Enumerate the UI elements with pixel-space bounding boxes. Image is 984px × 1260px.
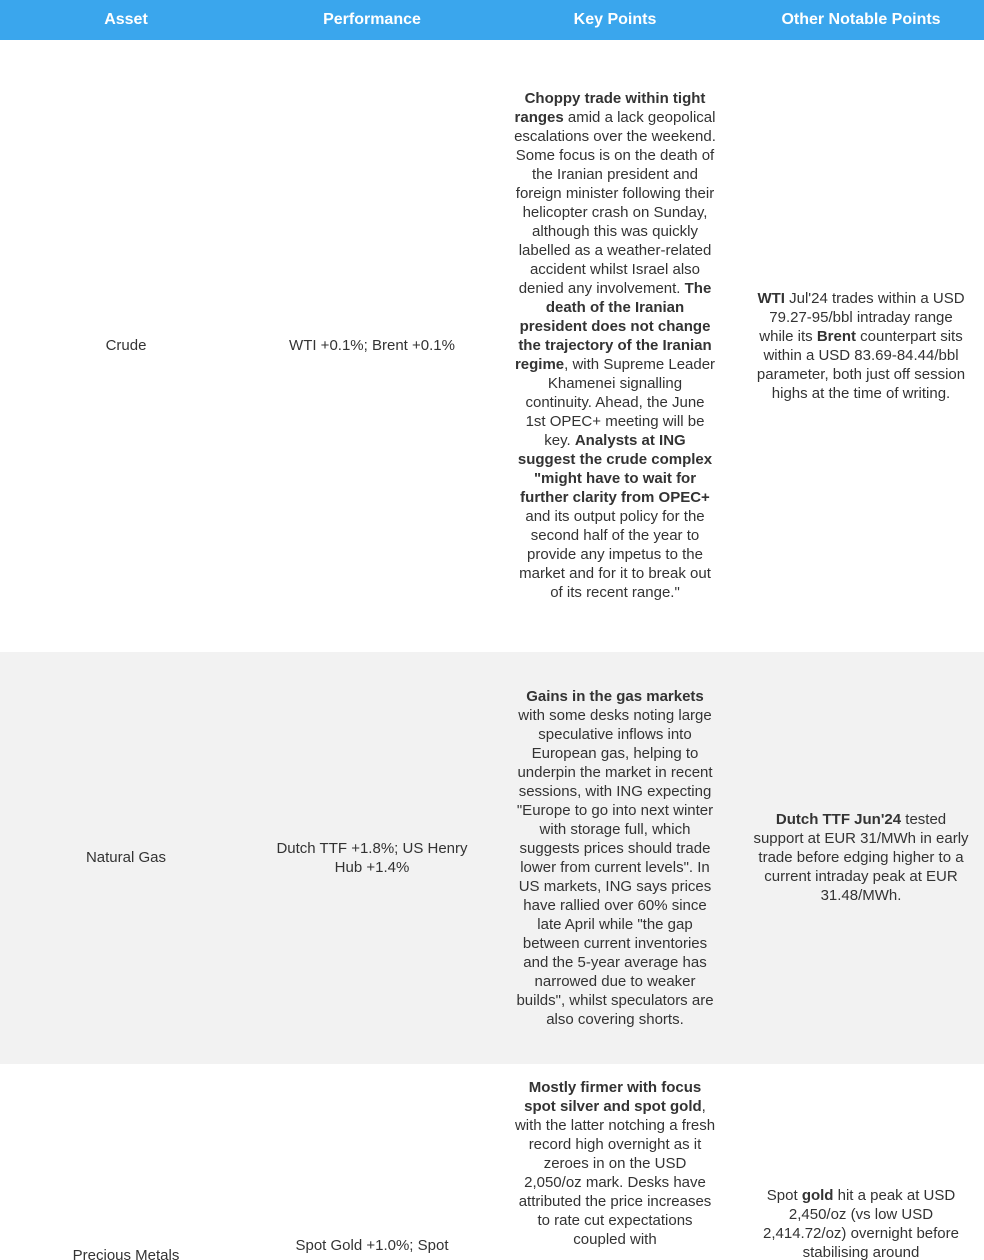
other-point-text: Spot [766,1187,802,1204]
other-points-cell [738,652,984,1064]
other-point-highlight: WTI [757,289,785,307]
asset-cell: Crude [105,337,147,354]
header-performance: Performance [252,0,492,40]
key-points-cell [492,1064,738,1260]
other-point-text: tested support at EUR 31/MWh in early trade before edging higher to a current intraday peak at EUR 31.48/MWh. [753,811,969,904]
other-point-highlight: Dutch TTF Jun'24 [775,811,902,828]
other-point-text: hit a peak at USD 2,450/oz (vs low USD 2,414.72/oz) overnight before stabilising around [763,1187,959,1260]
other-point-highlight: Brent [816,327,856,345]
other-point-highlight: gold [801,1187,834,1204]
key-point-highlight: The death of the Iranian president does not change the trajectory of the Iranian regime [514,280,712,373]
key-point-highlight: Choppy trade within tight ranges [514,90,706,126]
other-point-text: counterpart sits within a USD 83.69-84.44/bbl parameter, both just off session highs at the time of writing. [756,327,966,402]
other-point-text: Jul'24 trades within a USD 79.27-95/bbl intraday range while its [759,289,965,345]
performance-cell: Dutch TTF +1.8%; US Henry Hub +1.4% [252,652,492,1064]
header-other-points: Other Notable Points [738,0,984,40]
asset-cell: Natural Gas [0,652,252,1064]
header-asset: Asset [0,0,252,40]
table-header [0,0,984,40]
other-points-cell [738,40,984,652]
header-key-points: Key Points [492,0,738,40]
key-point-highlight: Mostly firmer with focus spot silver and spot gold [524,1079,702,1115]
other-points-cell [738,1064,984,1260]
key-points-cell [492,652,738,1064]
table-row [0,652,984,1064]
key-point-text: with some desks noting large speculative inflows into European gas, helping to underpin the market in recent sessions, with ING expecting "Europe to go into next winter with storage full, which suggests prices should trade lower from current levels". In US markets, ING says prices have rallied over 60% since late April while "the gap between current inventories and the 5-year average has narrowed due to weaker builds", whilst speculators are also covering shorts. [516,706,714,1028]
key-point-text: , with Supreme Leader Khamenei signalling continuity. Ahead, the June 1st OPEC+ meeting will be key. [525,356,716,449]
table-row [0,1064,984,1260]
key-point-text: , with the latter notching a fresh record high overnight as it zeroes in on the USD 2,050/oz mark. Desks have attributed the price increases to rate cut expectations coupled with [514,1098,716,1248]
performance-cell: Spot Gold +1.0%; Spot [295,1237,449,1254]
key-point-highlight: Gains in the gas markets [526,687,704,705]
table-row [0,40,984,652]
performance-cell: WTI +0.1%; Brent +0.1% [289,337,455,354]
key-points-cell [492,40,738,652]
asset-cell: Precious Metals [72,1247,180,1260]
key-point-highlight: Analysts at ING suggest the crude complex "might have to wait for further clarity from OPEC+ [517,432,713,506]
key-point-text: amid a lack geopolical escalations over the weekend. Some focus is on the death of the Iranian president and foreign minister following their helicopter crash on Sunday, although this was quickly labelled as a weather-related accident whilst Israel also denied any involvement. [514,109,716,297]
key-point-text: and its output policy for the second half of the year to provide any impetus to the market and for it to break out of its recent range." [519,508,711,601]
